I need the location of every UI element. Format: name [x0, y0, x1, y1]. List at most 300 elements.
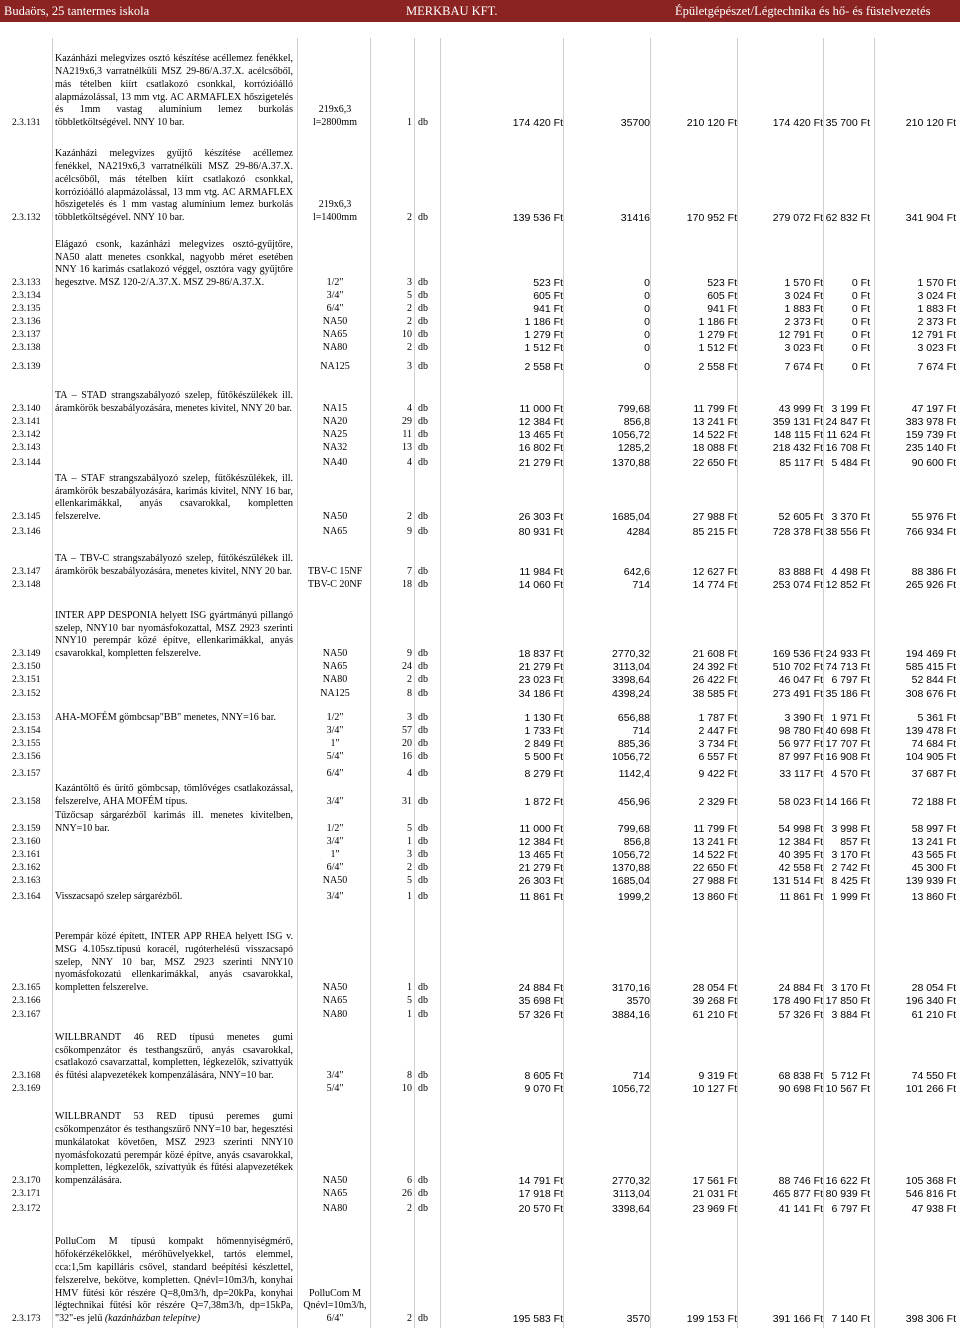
unit-total-price: 11 799 Ft: [693, 823, 737, 836]
unit-total-price: 38 585 Ft: [692, 688, 737, 701]
material-unit-price: 8 605 Ft: [524, 1070, 563, 1083]
item-description: PolluCom M típusú kompakt hőmennyiségmérő, hőfokérzékelőkkel, mérőhüvelyekkel, tartós elemmel, cca:1,5m kapilláris csővel, standard beépítési készlettel, felszerelve, bekötve, kompletten. Qnévl=10m3/h, konyhai HMV fűtési kör részére Q=8,0m3/h, dp=20kPa, konyhai légtechnikai fűtési kör részére Q=7,38m3/h, dp=15kPa, "32"-es jelű (kazánházban telepítve): [55, 1236, 293, 1325]
unit-total-price: 1 186 Ft: [698, 316, 737, 329]
material-total: 40 395 Ft: [778, 849, 823, 862]
material-unit-price: 139 536 Ft: [512, 212, 563, 225]
table-row: [0, 329, 960, 342]
material-total: 510 702 Ft: [772, 661, 823, 674]
item-description: TA – STAD strangszabályozó szelep, fűtőkészülékek ill. áramkörök beszabályozására, menetes kivitel, NNY 20 bar.: [55, 390, 293, 415]
labor-total: 24 847 Ft: [825, 416, 870, 429]
item-size: NA50: [322, 982, 348, 994]
item-size: NA125: [320, 361, 350, 373]
labor-unit-price: 2770,32: [612, 648, 650, 661]
unit-total-price: 27 988 Ft: [692, 511, 737, 524]
line-total: 235 140 Ft: [905, 442, 956, 455]
line-total: 104 905 Ft: [905, 751, 956, 764]
item-description: Elágazó csonk, kazánházi melegvizes osztó-gyűjtőre, NA50 alatt menetes csonkkal, nagyobb méret esetében NNY 16 karimás csatlakozó véggel, osztóra vagy gyűjtőre hegesztve. MSZ 120-2/A.37.X. MSZ 29-86/A.37.X.: [55, 238, 293, 289]
item-size: 3/4": [326, 290, 344, 302]
line-total: 45 300 Ft: [911, 862, 956, 875]
item-size: 3/4": [326, 1070, 344, 1082]
item-quantity: 2: [407, 674, 412, 686]
item-number: 2.3.131: [12, 118, 41, 129]
line-total: 101 266 Ft: [905, 1083, 956, 1096]
labor-total: 1 971 Ft: [831, 712, 870, 725]
item-size: NA65: [322, 661, 348, 673]
labor-total: 40 698 Ft: [825, 725, 870, 738]
table-row: [0, 781, 960, 809]
labor-unit-price: 856,8: [623, 416, 650, 429]
table-row: [0, 1008, 960, 1022]
material-total: 12 384 Ft: [778, 836, 823, 849]
table-row: [0, 592, 960, 661]
material-total: 33 117 Ft: [779, 768, 823, 781]
labor-unit-price: 3398,64: [612, 1203, 650, 1216]
item-quantity: 4: [407, 768, 412, 780]
labor-unit-price: 3113,04: [612, 1188, 650, 1201]
item-quantity: 2: [407, 316, 412, 328]
table-row: [0, 225, 960, 290]
item-quantity: 2: [407, 1313, 412, 1325]
item-number: 2.3.152: [12, 689, 41, 700]
item-number: 2.3.153: [12, 713, 41, 724]
labor-unit-price: 1370,88: [612, 457, 650, 470]
line-total: 546 816 Ft: [905, 1188, 956, 1201]
item-number: 2.3.171: [12, 1189, 41, 1200]
labor-total: 5 484 Ft: [831, 457, 870, 470]
item-unit: db: [418, 836, 428, 848]
material-total: 42 558 Ft: [778, 862, 823, 875]
item-unit: db: [418, 1188, 428, 1200]
labor-total: 24 933 Ft: [825, 648, 870, 661]
item-size: 3/4": [326, 796, 344, 808]
labor-unit-price: 714: [632, 579, 650, 592]
labor-unit-price: 456,96: [617, 796, 650, 809]
material-unit-price: 1 733 Ft: [524, 725, 563, 738]
labor-total: 6 797 Ft: [831, 1203, 870, 1216]
item-number: 2.3.142: [12, 430, 41, 441]
line-total: 61 210 Ft: [911, 1009, 956, 1022]
item-quantity: 20: [402, 738, 412, 750]
item-number: 2.3.137: [12, 330, 41, 341]
item-number: 2.3.149: [12, 649, 41, 660]
item-number: 2.3.156: [12, 752, 41, 763]
item-unit: db: [418, 1203, 428, 1215]
material-unit-price: 174 420 Ft: [512, 117, 563, 130]
labor-unit-price: 1056,72: [612, 1083, 650, 1096]
labor-total: 80 939 Ft: [825, 1188, 870, 1201]
line-total: 90 600 Ft: [911, 457, 956, 470]
item-size: 3/4": [326, 725, 344, 737]
labor-total: 62 832 Ft: [825, 212, 870, 225]
item-number: 2.3.148: [12, 580, 41, 591]
item-unit: db: [418, 661, 428, 673]
item-quantity: 3: [407, 849, 412, 861]
item-quantity: 2: [407, 303, 412, 315]
item-unit: db: [418, 823, 428, 835]
material-unit-price: 1 186 Ft: [524, 316, 563, 329]
item-unit: db: [418, 566, 428, 578]
item-unit: db: [418, 1009, 428, 1021]
labor-total: 1 999 Ft: [831, 891, 870, 904]
line-total: 88 386 Ft: [911, 566, 956, 579]
labor-unit-price: 656,88: [617, 712, 650, 725]
item-size: NA50: [322, 875, 348, 887]
item-size: NA65: [322, 1188, 348, 1200]
header-scope: Épületgépészet/Légtechnika és hő- és füstelvezetés: [675, 4, 931, 18]
item-quantity: 1: [407, 117, 412, 129]
item-quantity: 7: [407, 566, 412, 578]
table-row: [0, 862, 960, 875]
item-number: 2.3.168: [12, 1071, 41, 1082]
item-quantity: 1: [407, 891, 412, 903]
table-row: [0, 888, 960, 904]
item-size: NA20: [322, 416, 348, 428]
item-unit: db: [418, 342, 428, 354]
labor-total: 35 700 Ft: [825, 117, 870, 130]
material-unit-price: 14 060 Ft: [518, 579, 563, 592]
material-total: 56 977 Ft: [778, 738, 823, 751]
labor-total: 3 884 Ft: [831, 1009, 870, 1022]
item-number: 2.3.154: [12, 726, 41, 737]
table-row: [0, 374, 960, 416]
item-size: PolluCom M Qnévl=10m3/h, 6/4": [303, 1287, 367, 1325]
unit-total-price: 3 734 Ft: [698, 738, 737, 751]
material-unit-price: 13 465 Ft: [518, 849, 563, 862]
unit-total-price: 605 Ft: [707, 290, 737, 303]
unit-total-price: 210 120 Ft: [686, 117, 737, 130]
labor-total: 5 712 Ft: [831, 1070, 870, 1083]
item-description: WILLBRANDT 46 RED típusú menetes gumi csőkompenzátor és testhangszűrő, anyás csavarokkal, csatlakozó csavarzattal, kompletten, légkezelők, szivattyúk és fűtési alapvezetékek kompenzálására, NNY=10 bar.: [55, 1031, 293, 1082]
item-number: 2.3.167: [12, 1010, 41, 1021]
item-quantity: 1: [407, 1009, 412, 1021]
material-unit-price: 21 279 Ft: [518, 661, 563, 674]
unit-total-price: 2 447 Ft: [698, 725, 737, 738]
table-row: [0, 524, 960, 539]
material-total: 273 491 Ft: [772, 688, 823, 701]
line-total: 194 469 Ft: [905, 648, 956, 661]
line-total: 766 934 Ft: [905, 526, 956, 539]
item-description: Kazántöltő és ürítő gömbcsap, tömlővéges csatlakozással, felszerelve, AHA MOFÉM típus.: [55, 783, 293, 808]
item-quantity: 5: [407, 995, 412, 1007]
labor-total: 0 Ft: [851, 361, 870, 374]
unit-total-price: 21 031 Ft: [692, 1188, 737, 1201]
material-total: 57 326 Ft: [778, 1009, 823, 1022]
item-unit: db: [418, 768, 428, 780]
item-description: INTER APP DESPONIA helyett ISG gyártmányú pillangó szelep, NNY10 bar nyomásfokozattal, MSZ 2923 szerinti NNY10 perempár közé építve, ellenkarimákkal, anyás csavarokkal, kompletten felszerelve.: [55, 609, 293, 660]
item-number: 2.3.140: [12, 404, 41, 415]
item-quantity: 18: [402, 579, 412, 591]
labor-total: 0 Ft: [851, 329, 870, 342]
labor-total: 0 Ft: [851, 342, 870, 355]
material-unit-price: 1 279 Ft: [524, 329, 563, 342]
item-quantity: 3: [407, 712, 412, 724]
item-unit: db: [418, 403, 428, 415]
line-total: 383 978 Ft: [905, 416, 956, 429]
labor-total: 3 998 Ft: [831, 823, 870, 836]
table-row: [0, 1022, 960, 1083]
item-size: 3/4": [326, 836, 344, 848]
material-unit-price: 1 512 Ft: [524, 342, 563, 355]
item-size: 3/4": [326, 891, 344, 903]
item-number: 2.3.173: [12, 1314, 41, 1325]
material-total: 98 780 Ft: [778, 725, 823, 738]
item-quantity: 2: [407, 862, 412, 874]
table-row: [0, 1201, 960, 1216]
item-unit: db: [418, 995, 428, 1007]
table-row: [0, 303, 960, 316]
unit-total-price: 22 650 Ft: [692, 457, 737, 470]
item-size: NA50: [322, 1175, 348, 1187]
item-size: NA25: [322, 429, 348, 441]
item-quantity: 10: [402, 1083, 412, 1095]
item-description: Kazánházi melegvizes gyűjtő készítése acéllemez fenékkel, NA219x6,3 varratnélküli MSZ 29-86/A.37.X. acélcsőből, más tételben kiírt csatlakozó csonkkal, korrózióálló alapmázolással, 13 mm vtg. AC ARMAFLEX hőszigetelés és 1 mm vastag alumínium lemez burkolás többletköltségével. NNY 10 bar.: [55, 148, 293, 224]
unit-total-price: 14 774 Ft: [692, 579, 737, 592]
unit-total-price: 170 952 Ft: [686, 212, 737, 225]
unit-total-price: 1 279 Ft: [698, 329, 737, 342]
labor-total: 4 498 Ft: [831, 566, 870, 579]
material-total: 3 023 Ft: [784, 342, 823, 355]
unit-total-price: 61 210 Ft: [692, 1009, 737, 1022]
table-row: [0, 701, 960, 725]
material-unit-price: 11 000 Ft: [519, 823, 563, 836]
unit-total-price: 10 127 Ft: [692, 1083, 737, 1096]
line-total: 58 997 Ft: [911, 823, 956, 836]
item-unit: db: [418, 982, 428, 994]
material-unit-price: 605 Ft: [533, 290, 563, 303]
material-total: 3 024 Ft: [784, 290, 823, 303]
item-unit: db: [418, 849, 428, 861]
item-description: TA – STAF strangszabályozó szelep, fűtőkészülékek, ill. áramkörök beszabályozására, karimás kivitel, NNY 16 bar, ellenkarimákkal, anyás csavarokkal, kompletten felszerelve.: [55, 472, 293, 523]
item-size: TBV-C 15NF: [307, 566, 363, 578]
unit-total-price: 12 627 Ft: [692, 566, 737, 579]
line-total: 5 361 Ft: [917, 712, 956, 725]
item-quantity: 6: [407, 1175, 412, 1187]
material-total: 148 115 Ft: [773, 429, 823, 442]
item-unit: db: [418, 303, 428, 315]
labor-total: 11 624 Ft: [826, 429, 870, 442]
table-row: [0, 455, 960, 470]
item-number: 2.3.161: [12, 850, 41, 861]
item-quantity: 2: [407, 342, 412, 354]
labor-unit-price: 1685,04: [612, 875, 650, 888]
material-total: 279 072 Ft: [772, 212, 823, 225]
labor-total: 4 570 Ft: [831, 768, 870, 781]
unit-total-price: 199 153 Ft: [686, 1313, 737, 1326]
item-size: 1": [330, 849, 340, 861]
material-unit-price: 11 984 Ft: [519, 566, 563, 579]
labor-total: 16 622 Ft: [825, 1175, 870, 1188]
unit-total-price: 9 319 Ft: [698, 1070, 737, 1083]
table-row: [0, 470, 960, 524]
item-quantity: 3: [407, 277, 412, 289]
material-total: 7 674 Ft: [784, 361, 823, 374]
unit-total-price: 17 561 Ft: [692, 1175, 737, 1188]
table-row: [0, 579, 960, 592]
item-size: NA80: [322, 1009, 348, 1021]
item-unit: db: [418, 316, 428, 328]
material-unit-price: 1 130 Ft: [524, 712, 563, 725]
labor-unit-price: 1056,72: [612, 751, 650, 764]
labor-total: 16 908 Ft: [825, 751, 870, 764]
labor-unit-price: 714: [632, 1070, 650, 1083]
material-unit-price: 17 918 Ft: [518, 1188, 563, 1201]
line-total: 139 939 Ft: [905, 875, 956, 888]
labor-unit-price: 0: [644, 329, 650, 342]
item-size: 6/4": [326, 862, 344, 874]
table-row: [0, 355, 960, 374]
page-header: [0, 0, 960, 22]
material-unit-price: 11 000 Ft: [519, 403, 563, 416]
unit-total-price: 26 422 Ft: [692, 674, 737, 687]
table-row: [0, 995, 960, 1008]
unit-total-price: 85 215 Ft: [692, 526, 737, 539]
material-total: 253 074 Ft: [772, 579, 823, 592]
item-quantity: 29: [402, 416, 412, 428]
material-total: 52 605 Ft: [778, 511, 823, 524]
item-size: TBV-C 20NF: [307, 579, 363, 591]
material-total: 68 838 Ft: [778, 1070, 823, 1083]
material-total: 41 141 Ft: [778, 1203, 823, 1216]
item-size: NA65: [322, 995, 348, 1007]
material-unit-price: 34 186 Ft: [518, 688, 563, 701]
item-size: NA50: [322, 511, 348, 523]
item-quantity: 4: [407, 403, 412, 415]
unit-total-price: 523 Ft: [707, 277, 737, 290]
item-unit: db: [418, 891, 428, 903]
item-number: 2.3.155: [12, 739, 41, 750]
item-size: NA65: [322, 526, 348, 538]
material-unit-price: 21 279 Ft: [518, 457, 563, 470]
unit-total-price: 13 241 Ft: [692, 416, 737, 429]
labor-total: 14 166 Ft: [825, 796, 870, 809]
material-unit-price: 57 326 Ft: [518, 1009, 563, 1022]
labor-total: 10 567 Ft: [825, 1083, 870, 1096]
item-unit: db: [418, 725, 428, 737]
item-size: NA80: [322, 674, 348, 686]
labor-unit-price: 35700: [620, 117, 650, 130]
table-row: [0, 539, 960, 579]
table-row: [0, 1188, 960, 1201]
line-total: 585 415 Ft: [905, 661, 956, 674]
material-unit-price: 13 465 Ft: [518, 429, 563, 442]
item-number: 2.3.165: [12, 983, 41, 994]
labor-total: 0 Ft: [851, 303, 870, 316]
line-total: 3 024 Ft: [917, 290, 956, 303]
table-row: [0, 875, 960, 888]
labor-unit-price: 1285,2: [617, 442, 650, 455]
item-quantity: 2: [407, 212, 412, 224]
item-unit: db: [418, 526, 428, 538]
material-total: 54 998 Ft: [778, 823, 823, 836]
item-unit: db: [418, 712, 428, 724]
labor-unit-price: 856,8: [623, 836, 650, 849]
item-unit: db: [418, 688, 428, 700]
labor-unit-price: 642,6: [623, 566, 650, 579]
table-row: [0, 135, 960, 225]
item-quantity: 2: [407, 1203, 412, 1215]
item-unit: db: [418, 329, 428, 341]
labor-unit-price: 1685,04: [612, 511, 650, 524]
item-unit: db: [418, 290, 428, 302]
item-quantity: 5: [407, 875, 412, 887]
item-quantity: 3: [407, 361, 412, 373]
material-total: 83 888 Ft: [778, 566, 823, 579]
material-unit-price: 195 583 Ft: [512, 1313, 563, 1326]
labor-unit-price: 31416: [620, 212, 650, 225]
labor-unit-price: 0: [644, 277, 650, 290]
item-number: 2.3.151: [12, 675, 41, 686]
item-number: 2.3.145: [12, 512, 41, 523]
line-total: 13 860 Ft: [911, 891, 956, 904]
item-quantity: 26: [402, 1188, 412, 1200]
table-row: [0, 738, 960, 751]
unit-total-price: 1 512 Ft: [698, 342, 737, 355]
material-unit-price: 12 384 Ft: [518, 836, 563, 849]
item-number: 2.3.143: [12, 443, 41, 454]
item-quantity: 13: [402, 442, 412, 454]
item-description: WILLBRANDT 53 RED típusú peremes gumi csőkompenzátor és testhangszűrő NNY=10 bar, hegesztési munkálatokat követően, MSZ 2923 szerinti NNY10 nyomásfokozatú perempár közé építve, anyás csavarokkal, kompletten, légkezelők, szivattyúk és fűtési alapvezetékek kompenzálására.: [55, 1111, 293, 1187]
labor-unit-price: 714: [632, 725, 650, 738]
labor-unit-price: 3113,04: [612, 661, 650, 674]
item-number: 2.3.139: [12, 362, 41, 373]
unit-total-price: 11 799 Ft: [693, 403, 737, 416]
material-total: 43 999 Ft: [778, 403, 823, 416]
table-row: [0, 429, 960, 442]
labor-unit-price: 1056,72: [612, 849, 650, 862]
labor-total: 17 850 Ft: [825, 995, 870, 1008]
item-number: 2.3.159: [12, 824, 41, 835]
unit-total-price: 9 422 Ft: [698, 768, 737, 781]
labor-total: 6 797 Ft: [831, 674, 870, 687]
unit-total-price: 941 Ft: [707, 303, 737, 316]
line-total: 159 739 Ft: [905, 429, 956, 442]
labor-unit-price: 4398,24: [612, 688, 650, 701]
table-row: [0, 674, 960, 687]
material-unit-price: 35 698 Ft: [518, 995, 563, 1008]
item-size: NA15: [322, 403, 348, 415]
material-total: 24 884 Ft: [778, 982, 823, 995]
table-row: [0, 38, 960, 130]
line-total: 13 241 Ft: [911, 836, 956, 849]
item-description: Visszacsapó szelep sárgarézből.: [55, 891, 183, 903]
line-total: 1 570 Ft: [917, 277, 956, 290]
item-number: 2.3.158: [12, 797, 41, 808]
table-row: [0, 416, 960, 429]
material-total: 11 861 Ft: [779, 891, 823, 904]
item-unit: db: [418, 579, 428, 591]
line-total: 398 306 Ft: [905, 1313, 956, 1326]
item-quantity: 9: [407, 526, 412, 538]
item-size: 5/4": [326, 751, 344, 763]
unit-total-price: 27 988 Ft: [692, 875, 737, 888]
item-description: TA – TBV-C strangszabályozó szelep, fűtőkészülékek ill. áramkörök beszabályozására, menetes kivitel, NNY 20 bar.: [55, 553, 293, 578]
item-size: NA80: [322, 1203, 348, 1215]
labor-unit-price: 3398,64: [612, 674, 650, 687]
material-unit-price: 1 872 Ft: [524, 796, 563, 809]
item-unit: db: [418, 1313, 428, 1325]
labor-unit-price: 0: [644, 342, 650, 355]
item-size: NA50: [322, 648, 348, 660]
item-unit: db: [418, 862, 428, 874]
labor-total: 12 852 Ft: [825, 579, 870, 592]
line-total: 43 565 Ft: [911, 849, 956, 862]
item-size: NA65: [322, 329, 348, 341]
item-number: 2.3.134: [12, 291, 41, 302]
item-number: 2.3.163: [12, 876, 41, 887]
item-number: 2.3.135: [12, 304, 41, 315]
material-total: 465 877 Ft: [772, 1188, 823, 1201]
item-number: 2.3.150: [12, 662, 41, 673]
